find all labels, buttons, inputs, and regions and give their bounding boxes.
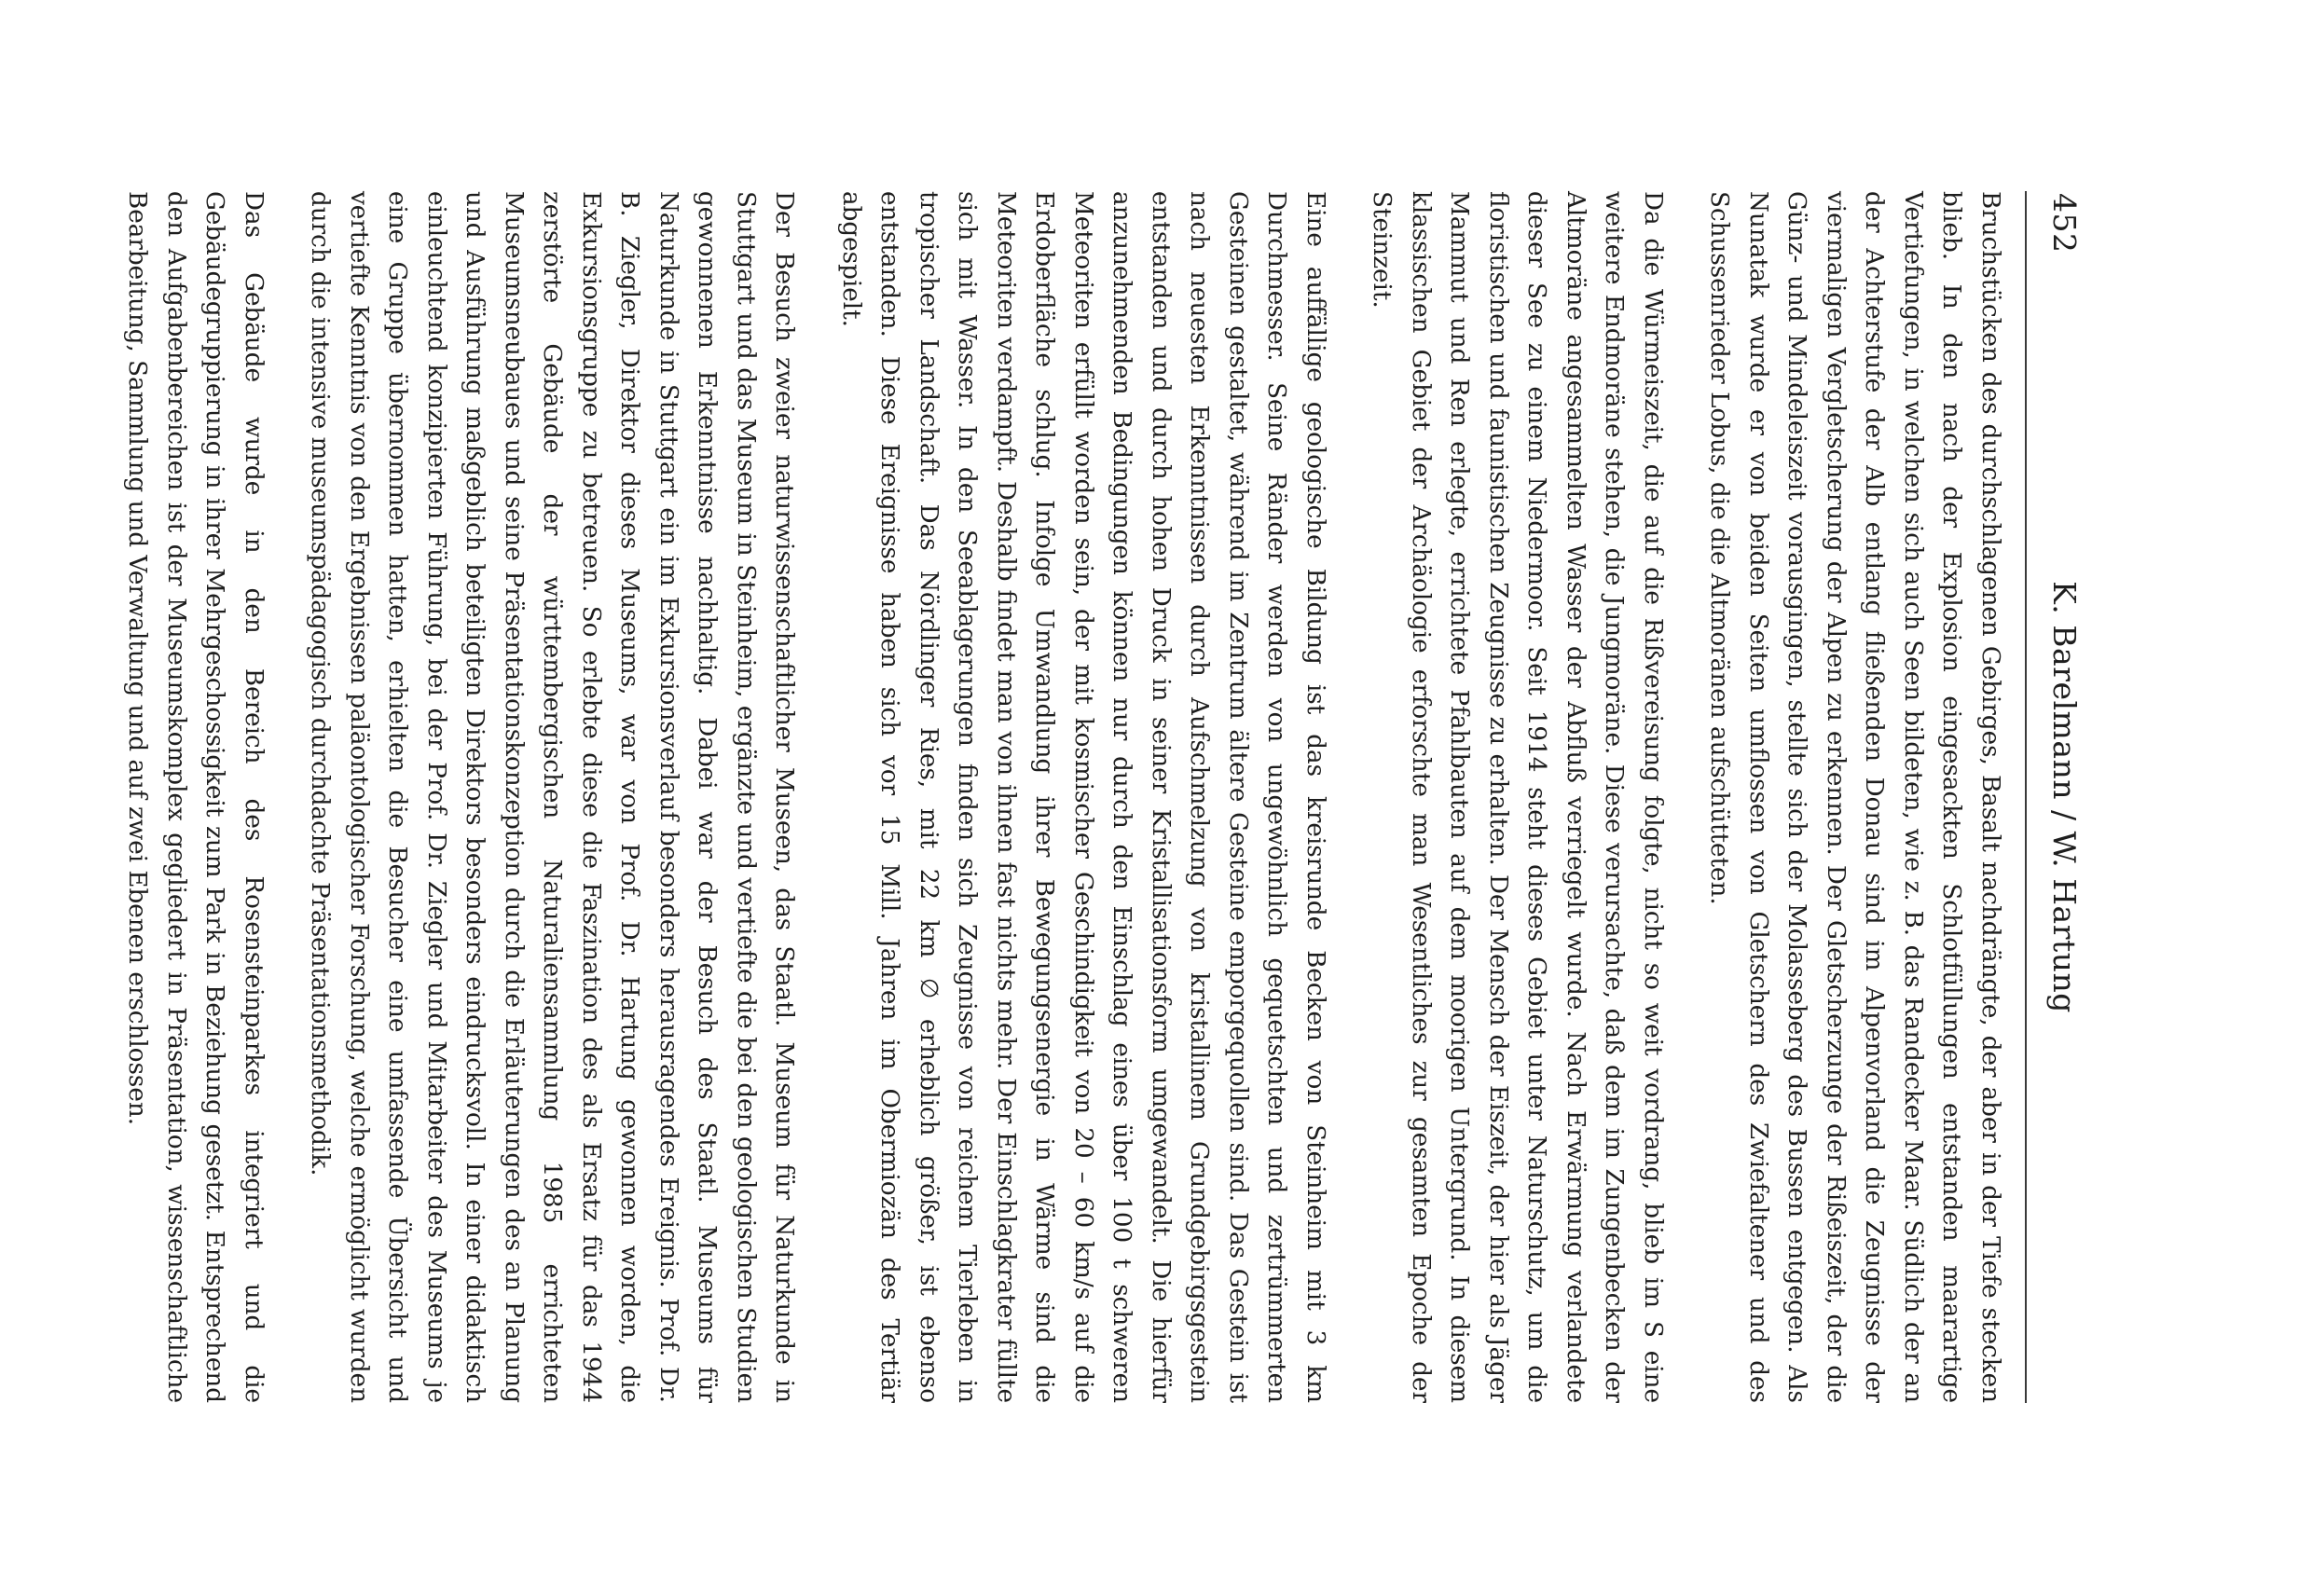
body-text: [89, 191, 2009, 1403]
running-title: K. Barelmann / W. Hartung: [2046, 581, 2083, 1013]
rotated-book-page: [123, 191, 2088, 1403]
paragraph-steinheim-becken: Eine auffällige geologische Bildung ist das kreisrunde Becken von Steinheim mit 3 km Durchmesser. Seine Ränder werden von ungewöhnlich gequetschten und zertrümmerten Gesteinen gestaltet, während im Zentrum ältere Gesteine emporgequollen sind. Das Gestein ist nach neuesten Erkenntnissen durch Aufschmelzung von kristallinem Grundgebirgsgestein entstanden und durch hohen Druck in seiner Kristallisationsform umgewandelt. Die hierfür anzunehmenden Bedingungen können nur durch den Einschlag eines über 100 t schweren Meteoriten erfüllt worden sein, der mit kosmischer Geschindigkeit von 20 – 60 km/s auf die Erdoberfläche schlug. Infolge Umwandlung ihrer Bewegungsenergie in Wärme sind die Meteoriten verdampft. Deshalb findet man von ihnen fast nichts mehr. Der Einschlagkrater füllte sich mit Wasser. In den Seeablagerungen finden sich Zeugnisse von reichem Tierleben in tropischer Landschaft. Das Nördlinger Ries, mit 22 km ∅ erheblich größer, ist ebenso entstanden. Diese Ereignisse haben sich vor 15 Mill. Jahren im Obermiozän des Tertiär abgespielt.: [837, 191, 1329, 1403]
paragraph-museum-visit: Der Besuch zweier naturwissenschaftlicher Museen, das Staatl. Museum für Naturkunde in Stuttgart und das Museum in Steinheim, ergänzte und vertiefte die bei den geologischen Studien gewonnenen Erkenntnisse nachhaltig. Dabei war der Besuch des Staatl. Museums für Naturkunde in Stuttgart ein im Exkursionsverlauf besonders herausragendes Ereignis. Prof. Dr. B. Ziegler, Direktor dieses Museums, war von Prof. Dr. Hartung gewonnen worden, die Exkursionsgruppe zu betreuen. So erlebte diese die Faszination des als Ersatz für das 1944 zerstörte Gebäude der württembergischen Naturaliensammlung 1985 errichteten Museumsneubaues und seine Präsentationskonzeption durch die Erläuterungen des an Planung und Ausführung maßgeblich beteiligten Direktors besonders eindrucksvoll. In einer didaktisch einleuchtend konzipierten Führung, bei der Prof. Dr. Ziegler und Mitarbeiter des Museums je eine Gruppe übernommen hatten, erhielten die Besucher eine umfassende Übersicht und vertiefte Kenntnis von den Ergebnissen paläontologischer Forschung, welche ermöglicht wurden durch die intensive museumspädagogisch durchdachte Präsentationsmethodik.: [306, 191, 799, 1403]
running-head: [2032, 191, 2088, 1403]
paragraph-geology-alb: Bruchstücken des durchschlagenen Gebirges, Basalt nachdrängte, der aber in der Tiefe stecken blieb. In den nach der Explosion eingesackten Schlotfüllungen entstanden maarartige Vertiefungen, in welchen sich auch Seen bildeten, wie z. B. das Randecker Maar. Südlich der an der Achterstufe der Alb entlang fließenden Donau sind im Alpenvorland die Zeugnisse der viermaligen Vergletscherung der Alpen zu erkennen. Der Gletscherzunge der Rißeiszeit, der die Günz- und Mindeleiszeit vorausgingen, stellte sich der Molasseberg des Bussen entgegen. Als Nunatak wurde er von beiden Seiten umflossen von Gletschern des Zwiefaltener und des Schussenrieder Lobus, die die Altmoränen aufschütteten.: [1705, 191, 2004, 1403]
paragraph-wuermeiszeit: Da die Würmeiszeit, die auf die Rißvereisung folgte, nicht so weit vordrang, blieb im S eine weitere Endmoräne stehen, die Jungmoräne. Diese verursachte, daß dem im Zungenbecken der Altmoräne angesammelten Wasser der Abfluß verriegelt wurde. Nach Erwärmung verlandete dieser See zu einem Niedermoor. Seit 1914 steht dieses Gebiet unter Naturschutz, um die floristischen und faunistischen Zeugnisse zu erhalten. Der Mensch der Eiszeit, der hier als Jäger Mammut und Ren erlegte, errichtete Pfahlbauten auf dem moorigen Untergrund. In diesem klassischen Gebiet der Archäologie erforschte man Wesentliches zur gesamten Epoche der Steinzeit.: [1368, 191, 1667, 1403]
page-number: 452: [2046, 193, 2083, 254]
header-rule: [2025, 191, 2027, 1403]
paragraph-museum-building: Das Gebäude wurde in den Bereich des Rosensteinparkes integriert und die Gebäudegruppierung in ihrer Mehrgeschossigkeit zum Park in Beziehung gesetzt. Entsprechend den Aufgabenbereichen ist der Museumskomplex gegliedert in Präsentation, wissenschaftliche Bearbeitung, Sammlung und Verwaltung und auf zwei Ebenen erschlossen.: [123, 191, 268, 1403]
